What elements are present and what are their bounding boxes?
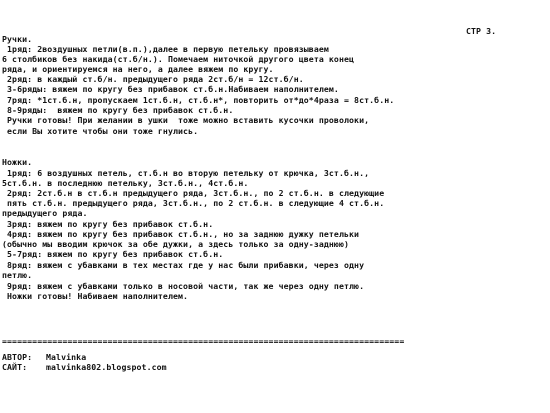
text-line: 3-6ряды: вяжем по кругу без прибавок ст.б.н.Набиваем наполнителем. [2, 84, 339, 94]
text-line: предыдущего ряда. [2, 208, 88, 218]
text-line: пять ст.б.н. предыдущего ряда, 3ст.б.н., по 2 ст.б.н. в следующие 4 ст.б.н. [2, 198, 385, 208]
text-line: ряда, и ориентируемся на него, а далее вяжем по кругу. [2, 64, 274, 74]
page-number: СТР 3. [466, 26, 497, 36]
text-line: 8ряд: вяжем с убавками в тех местах где у нас были прибавки, через одну [2, 260, 365, 270]
author-label: АВТОР: [2, 352, 33, 362]
text-line: 6 столбиков без накида(ст.б/н.). Помечаем ниточкой другого цвета конец [2, 54, 355, 64]
text-line: 4ряд: вяжем по кругу без прибавок ст.б.н., но за заднюю дужку петельки [2, 229, 360, 239]
text-line: 7ряд: *1ст.б.н, пропускаем 1ст.б.н, ст.б.н*, повторить от*до*4раза = 8ст.б.н. [2, 95, 395, 105]
text-line: 8-9ряды: вяжем по кругу без прибавок ст.б.н. [2, 105, 234, 115]
text-line: Ручки готовы! При желании в ушки тоже можно вставить кусочки проволоки, [2, 115, 370, 125]
text-line: 2ряд: в каждый ст.б/н. предыдущего ряда 2ст.б/н = 12ст.б/н. [2, 74, 304, 84]
text-line: 9ряд: вяжем с убавками только в носовой части, так же через одну петлю. [2, 281, 365, 291]
text-line: 2ряд: 2ст.б.н в ст.б.н предыдущего ряда, 3ст.б.н., по 2 ст.б.н. в следующие [2, 188, 385, 198]
text-line: (обычно мы вводим крючок за обе дужки, а здесь только за одну-заднюю) [2, 239, 350, 249]
text-line: 5ст.б.н. в последнюю петельку, 3ст.б.н., 4ст.б.н. [2, 178, 249, 188]
site-label: САЙТ: [2, 362, 28, 372]
author-value: Malvinka [46, 352, 87, 362]
section-heading-handles: Ручки. [2, 34, 33, 44]
text-line: 1ряд: 2воздушных петли(в.п.),далее в первую петельку провязываем [2, 44, 329, 54]
text-line: 1ряд: 6 воздушных петель, ст.б.н во вторую петельку от крючка, 3ст.б.н., [2, 168, 370, 178]
text-line: если Вы хотите чтобы они тоже гнулись. [2, 126, 199, 136]
text-line: 3ряд: вяжем по кругу без прибавок ст.б.н. [2, 219, 214, 229]
text-line: 5-7ряд: вяжем по кругу без прибавок ст.б.н. [2, 249, 224, 259]
text-line: петлю. [2, 270, 33, 280]
separator-line: ================================================================================ [2, 337, 405, 345]
text-line: Ножки готовы! Набиваем наполнителем. [2, 291, 189, 301]
section-heading-legs: Ножки. [2, 157, 33, 167]
site-link[interactable]: malvinka802.blogspot.com [46, 362, 167, 372]
